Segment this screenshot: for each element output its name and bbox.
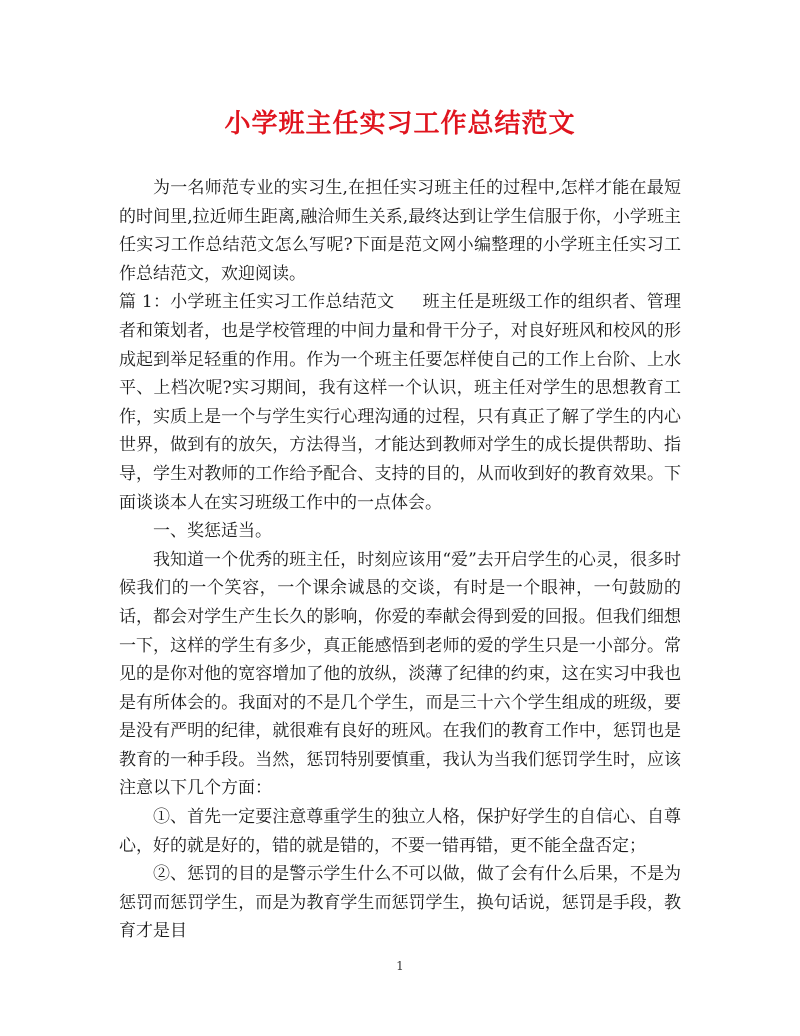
section-paragraph bbox=[119, 288, 681, 517]
intro-paragraph: 为一名师范专业的实习生,在担任实习班主任的过程中,怎样才能在最短的时间里,拉近师生距离,融洽师生关系,最终达到让学生信服于你，小学班主任实习工作总结范文怎么写呢?下面是范文网小编整理的小学班主任实习工作总结范文，欢迎阅读。 bbox=[119, 178, 681, 284]
page-number: 1 bbox=[396, 959, 404, 973]
point-1-paragraph: ①、首先一定要注意尊重学生的独立人格，保护好学生的自信心、自尊心，好的就是好的，错的就是错的，不要一错再错，更不能全盘否定； bbox=[119, 807, 681, 856]
document-body bbox=[119, 174, 681, 946]
section-label: 篇 1：小学班主任实习工作总结范文 bbox=[119, 292, 395, 313]
heading-rewards-punishments: 一、奖惩适当。 bbox=[153, 521, 272, 542]
section-body: 班主任是班级工作的组织者、管理者和策划者，也是学校管理的中间力量和骨干分子，对良好班风和校风的形成起到举足轻重的作用。作为一个班主任要怎样使自己的工作上台阶、上水平、上档次呢?实习期间，我有这样一个认识，班主任对学生的思想教育工作，实质上是一个与学生实行心理沟通的过程，只有真正了解了学生的内心世界，做到有的放矢，方法得当，才能达到教师对学生的成长提供帮助、指导，学生对教师的工作给予配合、支持的目的，从而收到好的教育效果。下面谈谈本人在实习班级工作中的一点体会。 bbox=[119, 292, 681, 513]
love-paragraph: 我知道一个优秀的班主任，时刻应该用“爱”去开启学生的心灵，很多时候我们的一个笑容，一个课余诚恳的交谈，有时是一个眼神，一句鼓励的话，都会对学生产生长久的影响，你爱的奉献会得到爱的回报。但我们细想一下，这样的学生有多少，真正能感悟到老师的爱的学生只是一小部分。常见的是你对他的宽容增加了他的放纵，淡薄了纪律的约束，这在实习中我也是有所体会的。我面对的不是几个学生，而是三十六个学生组成的班级，要是没有严明的纪律，就很难有良好的班风。在我们的教育工作中，惩罚也是教育的一种手段。当然，惩罚特别要慎重，我认为当我们惩罚学生时，应该注意以下几个方面： bbox=[119, 549, 681, 799]
document-title: 小学班主任实习工作总结范文 bbox=[224, 109, 576, 139]
point-2-paragraph: ②、惩罚的目的是警示学生什么不可以做，做了会有什么后果，不是为惩罚而惩罚学生，而是为教育学生而惩罚学生，换句话说，惩罚是手段，教育才是目 bbox=[119, 864, 681, 942]
